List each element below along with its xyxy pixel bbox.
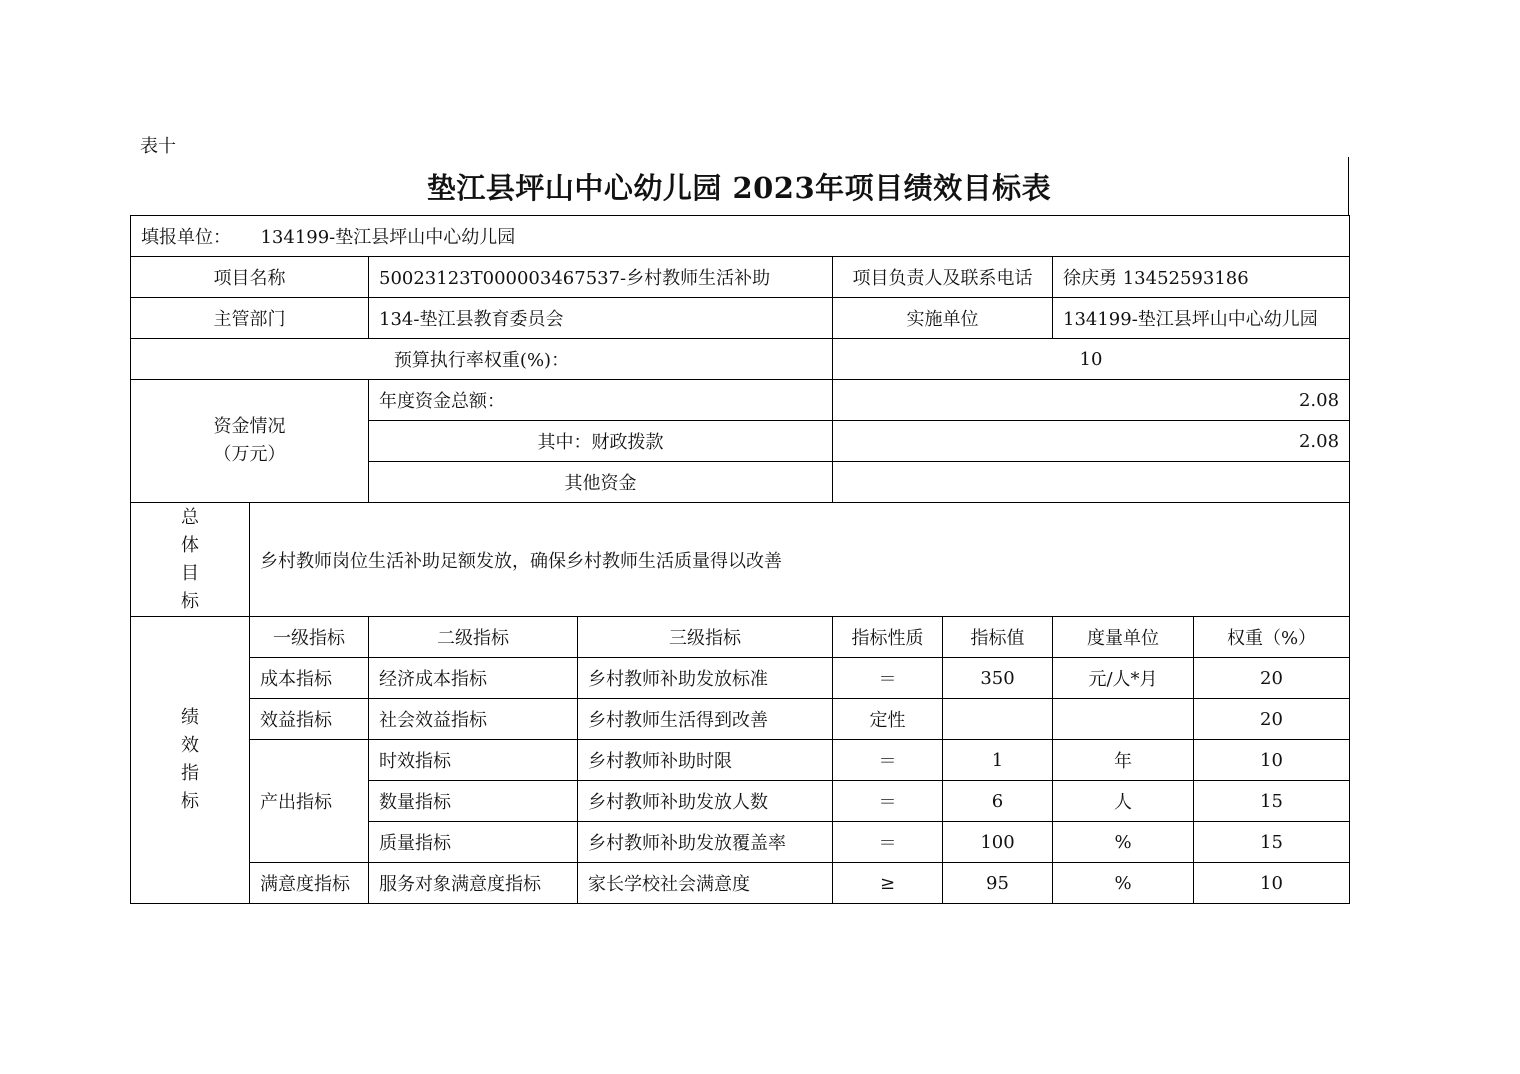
row-level2: 经济成本指标: [369, 658, 578, 699]
funds-other-value: [833, 462, 1350, 503]
row-level2: 质量指标: [369, 822, 578, 863]
table-number-label: 表十: [140, 136, 176, 157]
header-weight: 权重（%）: [1194, 617, 1350, 658]
row-nature: ＝: [833, 658, 943, 699]
implementing-unit-value: 134199-垫江县坪山中心幼儿园: [1053, 298, 1350, 339]
overall-goal-char: 目: [181, 562, 199, 584]
row-weight: 15: [1194, 781, 1350, 822]
row-unit: 年: [1053, 740, 1194, 781]
row-unit: %: [1053, 863, 1194, 904]
row-level2: 社会效益指标: [369, 699, 578, 740]
row-nature: ≥: [833, 863, 943, 904]
reporting-unit-row: [131, 216, 1350, 257]
budget-rate-row: [131, 339, 1350, 380]
row-weight: 20: [1194, 658, 1350, 699]
row-level3: 乡村教师补助发放覆盖率: [578, 822, 833, 863]
indicators-label-char: 标: [181, 791, 199, 812]
indicators-label-char: 指: [181, 763, 199, 784]
row-weight: 10: [1194, 740, 1350, 781]
funds-fiscal-label: 其中：财政拨款: [369, 421, 833, 462]
project-contact-value: 徐庆勇 13452593186: [1053, 257, 1350, 298]
overall-goal-row: [131, 503, 1350, 617]
row-nature: ＝: [833, 740, 943, 781]
overall-goal-char: 总: [181, 506, 199, 528]
department-row: [131, 298, 1350, 339]
row-nature: ＝: [833, 822, 943, 863]
row-level1: 成本指标: [250, 658, 369, 699]
project-name-value: 50023123T000003467537-乡村教师生活补助: [369, 257, 833, 298]
funds-label-line1: 资金情况: [213, 416, 286, 437]
indicators-label: [131, 617, 250, 904]
budget-rate-label: 预算执行率权重(%)：: [131, 339, 833, 380]
row-weight: 20: [1194, 699, 1350, 740]
table-row: [131, 740, 1350, 781]
overall-goal-text: 乡村教师岗位生活补助足额发放，确保乡村教师生活质量得以改善: [250, 503, 1350, 617]
row-unit: 元/人*月: [1053, 658, 1194, 699]
table-row: [131, 699, 1350, 740]
header-value: 指标值: [943, 617, 1053, 658]
project-contact-label: 项目负责人及联系电话: [833, 257, 1053, 298]
row-level3: 乡村教师补助发放标准: [578, 658, 833, 699]
table-row: [131, 863, 1350, 904]
row-level1: 满意度指标: [250, 863, 369, 904]
document-title: 垫江县坪山中心幼儿园 2023年项目绩效目标表: [130, 157, 1349, 215]
funds-label-line2: （万元）: [213, 444, 286, 465]
row-level2: 时效指标: [369, 740, 578, 781]
row-nature: ＝: [833, 781, 943, 822]
header-level1: 一级指标: [250, 617, 369, 658]
row-value: [943, 699, 1053, 740]
row-value: 95: [943, 863, 1053, 904]
department-value: 134-垫江县教育委员会: [369, 298, 833, 339]
row-level3: 家长学校社会满意度: [578, 863, 833, 904]
budget-rate-value: 10: [833, 339, 1350, 380]
implementing-unit-label: 实施单位: [833, 298, 1053, 339]
overall-goal-label: [131, 503, 250, 617]
department-label: 主管部门: [131, 298, 369, 339]
header-level2: 二级指标: [369, 617, 578, 658]
reporting-unit-label: 填报单位：: [141, 227, 231, 248]
row-level3: 乡村教师补助发放人数: [578, 781, 833, 822]
funds-total-row: [131, 380, 1350, 421]
header-nature: 指标性质: [833, 617, 943, 658]
row-weight: 15: [1194, 822, 1350, 863]
row-nature: 定性: [833, 699, 943, 740]
row-unit: 人: [1053, 781, 1194, 822]
row-value: 100: [943, 822, 1053, 863]
row-level3: 乡村教师生活得到改善: [578, 699, 833, 740]
reporting-unit-value: 134199-垫江县坪山中心幼儿园: [260, 227, 516, 248]
header-unit: 度量单位: [1053, 617, 1194, 658]
row-unit: [1053, 699, 1194, 740]
row-level2: 数量指标: [369, 781, 578, 822]
row-weight: 10: [1194, 863, 1350, 904]
funds-label: [131, 380, 369, 503]
funds-other-label: 其他资金: [369, 462, 833, 503]
reporting-unit-cell: [131, 216, 1350, 257]
row-level3: 乡村教师补助时限: [578, 740, 833, 781]
table-row: [131, 658, 1350, 699]
row-value: 1: [943, 740, 1053, 781]
funds-total-label: 年度资金总额：: [369, 380, 833, 421]
row-value: 6: [943, 781, 1053, 822]
funds-fiscal-value: 2.08: [833, 421, 1350, 462]
row-level1: 效益指标: [250, 699, 369, 740]
header-level3: 三级指标: [578, 617, 833, 658]
row-value: 350: [943, 658, 1053, 699]
funds-total-value: 2.08: [833, 380, 1350, 421]
project-name-label: 项目名称: [131, 257, 369, 298]
performance-target-table: [130, 215, 1350, 904]
indicators-label-char: 效: [181, 735, 199, 756]
project-name-row: [131, 257, 1350, 298]
overall-goal-char: 体: [181, 534, 199, 556]
overall-goal-char: 标: [181, 590, 199, 612]
row-level1: 产出指标: [250, 740, 369, 863]
row-level2: 服务对象满意度指标: [369, 863, 578, 904]
row-unit: %: [1053, 822, 1194, 863]
indicator-header-row: [131, 617, 1350, 658]
indicators-label-char: 绩: [181, 707, 199, 728]
